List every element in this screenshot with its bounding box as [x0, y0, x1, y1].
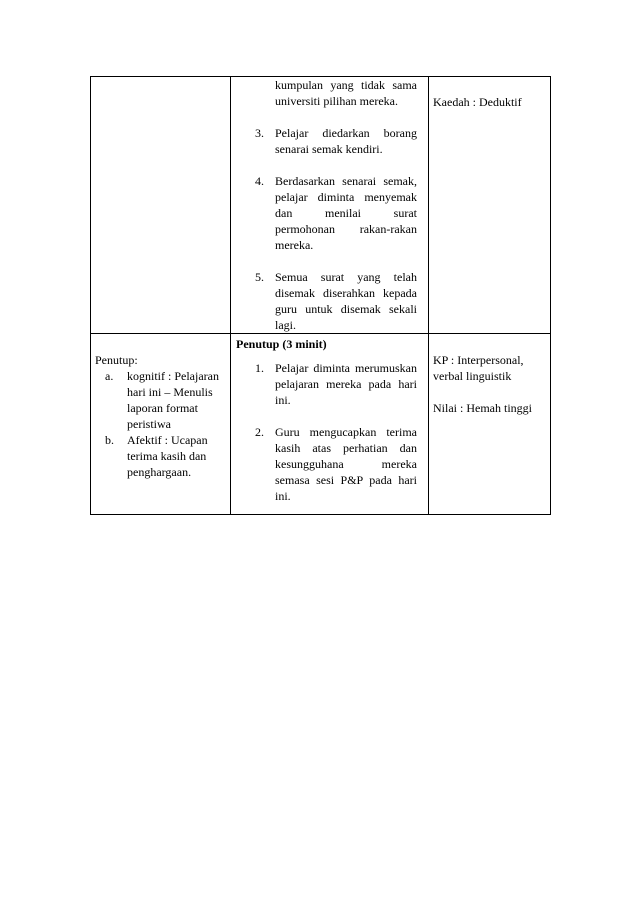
- continued-text: kumpulan yang tidak sama universiti pilihan mereka.: [275, 78, 417, 108]
- list-item: a. kognitif : Pelajaran hari ini – Menulis laporan format peristiwa: [105, 369, 219, 431]
- objective-cell: [91, 77, 231, 334]
- closing-steps: [231, 360, 428, 504]
- list-item: b. Afektif : Ucapan terima kasih dan penghargaan.: [105, 433, 208, 479]
- objective-cell: [91, 334, 231, 515]
- list-item: 4. Berdasarkan senarai semak, pelajar diminta menyemak dan menilai surat permohonan rakan-rakan mereka.: [255, 174, 417, 252]
- closing-title: Penutup:: [95, 353, 138, 367]
- list-item: 5. Semua surat yang telah disemak diserahkan kepada guru untuk disemak sekali lagi.: [255, 270, 417, 332]
- note-cell: [429, 334, 551, 515]
- method-note: Kaedah : Deduktif: [433, 95, 522, 109]
- note-cell: [429, 77, 551, 334]
- list-item: 1. Pelajar diminta merumuskan pelajaran mereka pada hari ini.: [255, 361, 417, 407]
- activity-cell: [231, 334, 429, 515]
- activity-steps: [231, 125, 428, 333]
- list-item: 3. Pelajar diedarkan borang senarai semak kendiri.: [255, 126, 417, 156]
- values-note: Nilai : Hemah tinggi: [433, 401, 532, 415]
- list-item: 2. Guru mengucapkan terima kasih atas perhatian dan kesungguhana mereka semasa sesi P&P pada hari ini.: [255, 425, 417, 503]
- lesson-plan-table: [90, 76, 551, 515]
- skills-note: KP : Interpersonal, verbal linguistik: [433, 353, 524, 383]
- table-row: [91, 77, 551, 334]
- section-heading: Penutup (3 minit): [236, 337, 327, 351]
- activity-cell: [231, 77, 429, 334]
- table-row: [91, 334, 551, 515]
- closing-objectives: [95, 368, 226, 480]
